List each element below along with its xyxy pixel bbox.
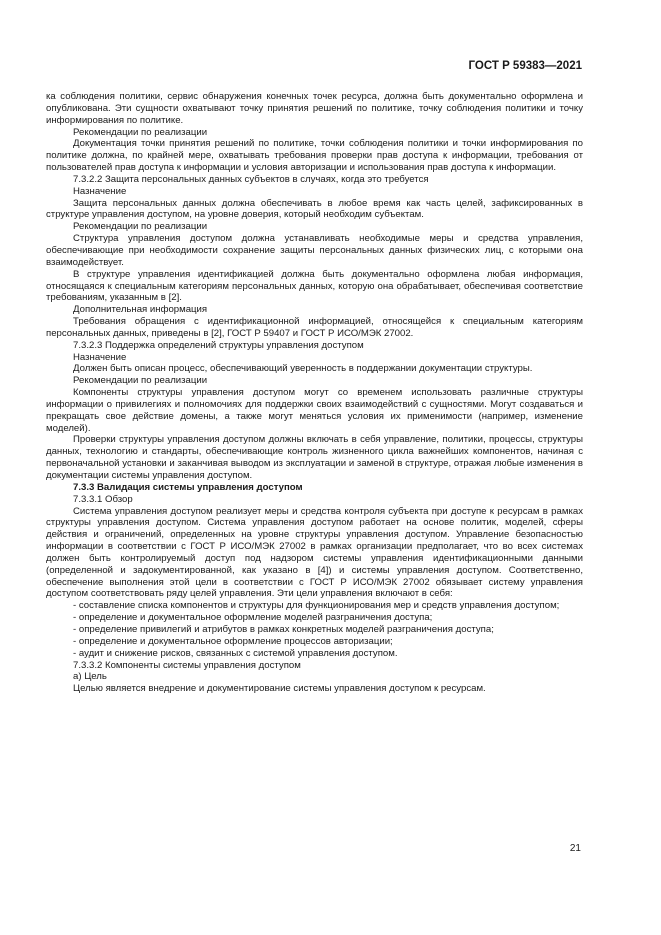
paragraph: Должен быть описан процесс, обеспечивающий уверенность в поддержании документации структуры. (73, 363, 533, 375)
list-item: - определение и документальное оформление моделей разграничения доступа; (73, 612, 433, 624)
paragraph: Система управления доступом реализует меры и средства контроля субъекта при доступе к ресурсам в рамках структуры управления доступом. Система управления доступом работает на основе политик, моделей, сферы действия и ограничений, определенных на уровне структуры управления доступом. Управление безопасностью информации в соответствии с ГОСТ Р ИСО/МЭК 27002 в рамках организации предполагает, что во всех системах должен быть контролируемый доступ под надзором системы управления идентификационными данными (определенной и задокументированной, как указано в [4]) и системы управления доступом. Соответственно, обеспечение выполнения этой цели в соответствии с ГОСТ Р ИСО/МЭК 27002 обязывает систему управления доступом соответствовать ряду целей управления. Эти цели управления включают в себя: (46, 505, 583, 600)
page-body (46, 91, 583, 695)
paragraph: Защита персональных данных должна обеспечивать в любое время как часть целей, зафиксированных в структуре управления доступом, на уровне доверия, который необходим субъектам. (46, 197, 583, 221)
section-heading: 7.3.3 Валидация системы управления доступом (73, 481, 303, 493)
paragraph: Документация точки принятия решений по политике, точки соблюдения политики и точки информирования по политике должна, по крайней мере, охватывать требования проверки прав доступа к информации, требования от пользователей прав доступа к информации и условия авторизации и использования прав доступа к информации. (46, 138, 583, 174)
paragraph: Рекомендации по реализации (73, 221, 208, 233)
paragraph: Рекомендации по реализации (73, 126, 208, 138)
list-item: - аудит и снижение рисков, связанных с системой управления доступом. (73, 647, 398, 659)
paragraph: Проверки структуры управления доступом должны включать в себя управление, политики, процессы, структуры данных, технологию и стандарты, обеспечивающие контроль жизненного цикла важнейших компонентов, начиная с первоначальной установки и заканчивая выводом из эксплуатации и заменой в структуре, отражая любые изменения в документации системы управления доступом. (46, 434, 583, 481)
paragraph: Дополнительная информация (73, 304, 208, 316)
paragraph: 7.3.3.2 Компоненты системы управления доступом (73, 659, 301, 671)
paragraph: Требования обращения с идентификационной информацией, относящейся к специальным категориям персональных данных, приведены в [2], ГОСТ Р 59407 и ГОСТ Р ИСО/МЭК 27002. (46, 316, 583, 339)
paragraph: Целью является внедрение и документирование системы управления доступом к ресурсам. (73, 683, 486, 695)
paragraph: 7.3.2.2 Защита персональных данных субъектов в случаях, когда это требуется (73, 173, 429, 185)
paragraph: Назначение (73, 185, 127, 197)
paragraph: Назначение (73, 351, 127, 363)
document-header: ГОСТ Р 59383—2021 (468, 60, 582, 72)
page-number: 21 (569, 843, 581, 854)
paragraph: В структуре управления идентификацией должна быть документально оформлена любая информация, относящаяся к специальным категориям персональных данных, которую она обрабатывает, обеспечивая соответствие требованиям, указанным в [2]. (46, 268, 583, 304)
list-item: - составление списка компонентов и структуры для функционирования мер и средств управления доступом; (73, 600, 560, 612)
paragraph: Рекомендации по реализации (73, 375, 208, 387)
paragraph: ка соблюдения политики, сервис обнаружения конечных точек ресурса, должна быть документально оформлена и опубликована. Эти сущности охватывают точку принятия решений по политике, точку соблюдения политики и точку информирования по политике. (46, 91, 583, 126)
paragraph: Компоненты структуры управления доступом могут со временем использовать различные структуры информации о привилегиях и полномочиях для поддержки своих взаимодействий с сущностями. Могут создаваться и прекращать свое действие домены, а также могут меняться условия их применимости (например, изменение моделей). (46, 387, 583, 434)
paragraph: а) Цель (73, 671, 107, 683)
paragraph: 7.3.2.3 Поддержка определений структуры управления доступом (73, 339, 364, 351)
list-item: - определение привилегий и атрибутов в рамках конкретных моделей разграничения доступа; (73, 623, 494, 635)
paragraph: Структура управления доступом должна устанавливать необходимые меры и средства управления, обеспечивающие при необходимости сохранение защиты персональных данных физических лиц, с которыми она взаимодействует. (46, 233, 583, 268)
list-item: - определение и документальное оформление процессов авторизации; (73, 635, 393, 647)
paragraph: 7.3.3.1 Обзор (73, 493, 133, 505)
